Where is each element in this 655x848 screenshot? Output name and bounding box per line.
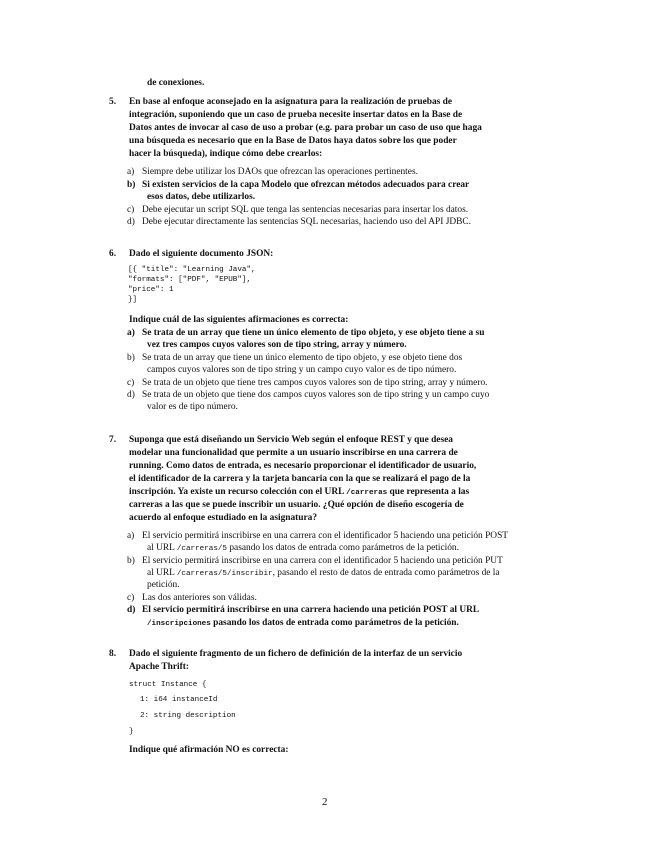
q5-option-c-text: Debe ejecutar un script SQL que tenga las sentencias necesarias para insertar los datos. — [142, 205, 469, 215]
q8-code-line: struct Instance { — [129, 681, 207, 689]
q7-number: 7. — [109, 435, 117, 445]
q5-stem-line: integración, suponiendo que un caso de prueba necesite insertar datos en la Base de — [129, 110, 463, 120]
q7-stem-line: el identificador de la carrera y la tarjeta bancaria con la que se realizará el pago de la — [129, 474, 471, 484]
q7-stem-line: running. Como datos de entrada, es necesario proporcionar el identificador de usuario, — [129, 461, 477, 471]
q7-option-c-text: Las dos anteriores son válidas. — [142, 593, 257, 603]
q6-option-d-text: Se trata de un objeto que tiene dos campos cuyos valores son de tipo string y un campo cuyo — [142, 390, 490, 400]
q7-stem-line-with-url: inscripción. Ya existe un recurso colección con el URL /carreras que representa a las — [129, 487, 470, 497]
q6-option-b-label: b) — [127, 353, 135, 363]
q7-option-a-url: /carreras/5 — [176, 545, 227, 553]
q7-option-d-url: /inscripciones — [147, 620, 211, 628]
q6-option-d-text: valor es de tipo número. — [147, 402, 238, 412]
q7-option-a-label: a) — [127, 531, 135, 541]
q5-stem-line: hacer la búsqueda), indique cómo debe crearlos: — [129, 149, 323, 159]
q8-number: 8. — [109, 649, 117, 659]
q7-option-a-text: El servicio permitirá inscribirse en una carrera con el identificador 5 haciendo una petición POST — [142, 531, 509, 541]
q7-option-c-label: c) — [127, 593, 135, 603]
q6-option-c-text: Se trata de un objeto que tiene tres campos cuyos valores son de tipo string, array y número. — [142, 378, 488, 388]
q5-stem-line: una búsqueda es necesario que en la Base de Datos haya datos sobre los que poder — [129, 136, 457, 146]
q5-number: 5. — [109, 97, 117, 107]
q5-option-b-text: Si existen servicios de la capa Modelo que ofrezcan métodos adecuados para crear — [142, 180, 470, 190]
q7-option-b-label: b) — [127, 556, 135, 566]
q6-code-line: }] — [128, 296, 138, 304]
q6-code-line: [{ "title": "Learning Java", — [128, 266, 256, 274]
q7-option-d-text: /inscripciones pasando los datos de entrada como parámetros de la petición. — [147, 618, 459, 628]
q5-option-b-label: b) — [127, 180, 136, 190]
q7-option-a-text: al URL /carreras/5 pasando los datos de entrada como parámetros de la petición. — [147, 543, 459, 553]
q6-option-b-text: campos cuyos valores son de tipo string y un campo cuyo valor es de tipo número. — [147, 365, 457, 375]
q5-option-a-text: Siempre debe utilizar los DAOs que ofrezcan las operaciones pertinentes. — [142, 167, 418, 177]
q7-stem-line: carreras a las que se puede inscribir un usuario. ¿Qué opción de diseño escogería de — [129, 500, 464, 510]
q7-stem-url: /carreras — [346, 489, 388, 497]
q8-code-line: 2: string description — [140, 712, 236, 720]
q7-stem-line: acuerdo al enfoque estudiado en la asignatura? — [129, 513, 318, 523]
page-number: 2 — [322, 796, 328, 808]
q8-prompt: Indique qué afirmación NO es correcta: — [129, 745, 289, 755]
q7-option-d-text: El servicio permitirá inscribirse en una carrera haciendo una petición POST al URL — [142, 605, 480, 615]
q6-code-line: "price": 1 — [128, 286, 174, 294]
q6-stem: Dado el siguiente documento JSON: — [129, 249, 274, 259]
q8-stem-line: Dado el siguiente fragmento de un fichero de definición de la interfaz de un servicio — [129, 649, 463, 659]
q6-option-d-label: d) — [127, 390, 135, 400]
q5-stem-line: En base al enfoque aconsejado en la asignatura para la realización de pruebas de — [129, 97, 453, 107]
q5-option-a-label: a) — [127, 167, 135, 177]
q5-stem-line: Datos antes de invocar al caso de uso a probar (e.g. para probar un caso de uso que haga — [129, 123, 482, 133]
q7-option-b-text: El servicio permitirá inscribirse en una carrera con el identificador 5 haciendo una petición PUT — [142, 556, 503, 566]
q8-stem-line: Apache Thrift: — [129, 662, 189, 672]
q6-option-a-label: a) — [127, 328, 135, 338]
q8-code-line: 1: i64 instanceId — [140, 696, 218, 704]
q7-option-b-url: /carreras/5/inscribir — [176, 570, 273, 578]
q6-prompt: Indique cuál de las siguientes afirmaciones es correcta: — [129, 315, 349, 325]
q6-option-a-text: Se trata de un array que tiene un único elemento de tipo objeto, y ese objeto tiene a su — [142, 328, 485, 338]
fragment-text: de conexiones. — [147, 78, 205, 88]
q6-option-c-label: c) — [127, 378, 135, 388]
q6-code-line: "formats": ["PDF", "EPUB"], — [128, 276, 252, 284]
q7-option-b-text: al URL /carreras/5/inscribir, pasando el resto de datos de entrada como parámetros de la — [147, 568, 500, 578]
q6-option-b-text: Se trata de un array que tiene un único elemento de tipo objeto, y ese objeto tiene dos — [142, 353, 463, 363]
q5-option-d-label: d) — [127, 217, 135, 227]
q7-stem-line: Suponga que está diseñando un Servicio Web según el enfoque REST y que desea — [129, 435, 453, 445]
q7-option-d-label: d) — [127, 605, 136, 615]
q6-number: 6. — [109, 249, 117, 259]
q7-stem-line: modelar una funcionalidad que permite a un usuario inscribirse en una carrera de — [129, 448, 458, 458]
q7-option-b-text: petición. — [147, 580, 180, 590]
q5-option-c-label: c) — [127, 205, 135, 215]
q5-option-d-text: Debe ejecutar directamente las sentencias SQL necesarias, haciendo uso del API JDBC. — [142, 217, 471, 227]
q5-option-b-text: esos datos, debe utilizarlos. — [147, 192, 256, 202]
q6-option-a-text: vez tres campos cuyos valores son de tipo string, array y número. — [147, 340, 407, 350]
q8-code-line: } — [129, 728, 134, 736]
